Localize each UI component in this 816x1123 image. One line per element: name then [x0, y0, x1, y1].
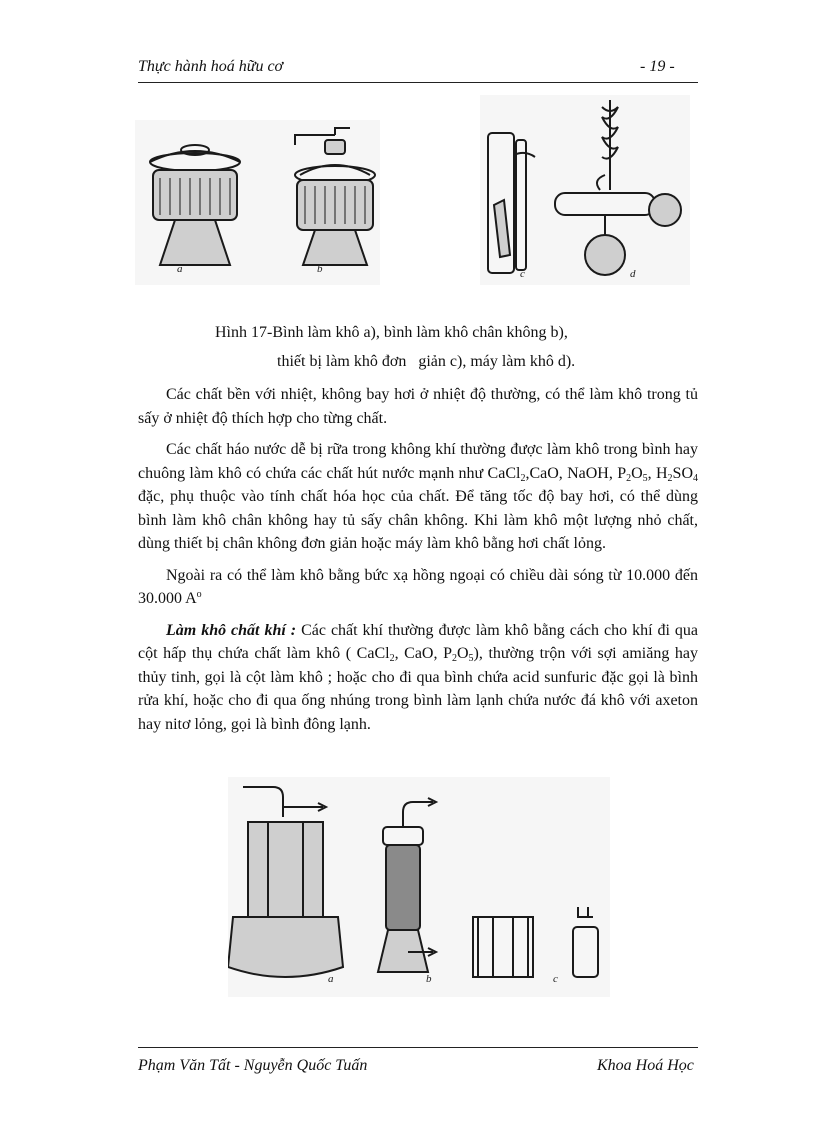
footer-department: Khoa Hoá Học: [597, 1057, 694, 1074]
fig18-label-b: b: [426, 973, 432, 985]
header-rule: [138, 82, 698, 83]
gas-drying-heading: Làm khô chất khí :: [166, 621, 297, 639]
footer-authors: Phạm Văn Tất - Nguyễn Quốc Tuấn: [138, 1057, 368, 1074]
fig17-label-a: a: [177, 263, 183, 275]
header-title: Thực hành hoá hữu cơ: [138, 58, 284, 75]
fig17-label-b: b: [317, 263, 323, 275]
body-text: [138, 383, 698, 736]
page-number: - 19 -: [640, 58, 675, 75]
figure-17-drying-apparatus: [480, 95, 690, 285]
fig17-label-d: d: [630, 268, 636, 280]
footer-rule: [138, 1047, 698, 1048]
fig17-label-c: c: [520, 268, 525, 280]
fig18-label-a: a: [328, 973, 334, 985]
fig18-label-c: c: [553, 973, 558, 985]
paragraph-infrared-drying: Ngoài ra có thể làm khô bằng bức xạ hồng ngoại có chiều dài sóng từ 10.000 đến 30.000 $A^o$: [138, 566, 698, 607]
paragraph-desiccator-drying: Các chất háo nước dễ bị rữa trong không khí thường được làm khô trong bình hay chuông làm khô có chứa các chất hút nước mạnh như CaCl$_2$,CaO, NaOH, $P_2O_5$, $H_2SO_4$ đặc, phụ thuộc vào tính chất hóa học của chất. Để tăng tốc độ bay hơi, có thể dùng bình làm khô chân không hay tủ sấy chân không. Khi làm khô một lượng nhỏ chất, dùng thiết bị chân không đơn giản hoặc máy làm khô bằng hơi chất lỏng.: [138, 441, 698, 552]
figure-gas-drying-apparatus: [228, 777, 610, 997]
figure-17-caption-line2: thiết bị làm khô đơn giản c), máy làm khô d).: [277, 353, 576, 370]
figure-17-desiccators: [135, 120, 380, 285]
paragraph-oven-drying: Các chất bền với nhiệt, không bay hơi ở nhiệt độ thường, có thể làm khô trong tủ sấy ở nhiệt độ thích hợp cho từng chất.: [138, 386, 698, 427]
figure-17-caption-line1: Hình 17-Bình làm khô a), bình làm khô chân không b),: [215, 324, 568, 341]
paragraph-gas-drying: Làm khô chất khí : Các chất khí thường được làm khô bằng cách cho khí đi qua cột hấp thụ chứa chất làm khô ( CaCl$_2$, CaO, $P_2O_5$), thường trộn với sợi amiăng hay thủy tinh, gọi là cột làm khô ; hoặc cho đi qua bình chứa acid sunfuric đặc gọi là bình rửa khí, hoặc cho đi qua ống nhúng trong bình làm lạnh chứa nước đá khô với axeton hay nitơ lỏng, gọi là bình đông lạnh.: [138, 621, 699, 733]
